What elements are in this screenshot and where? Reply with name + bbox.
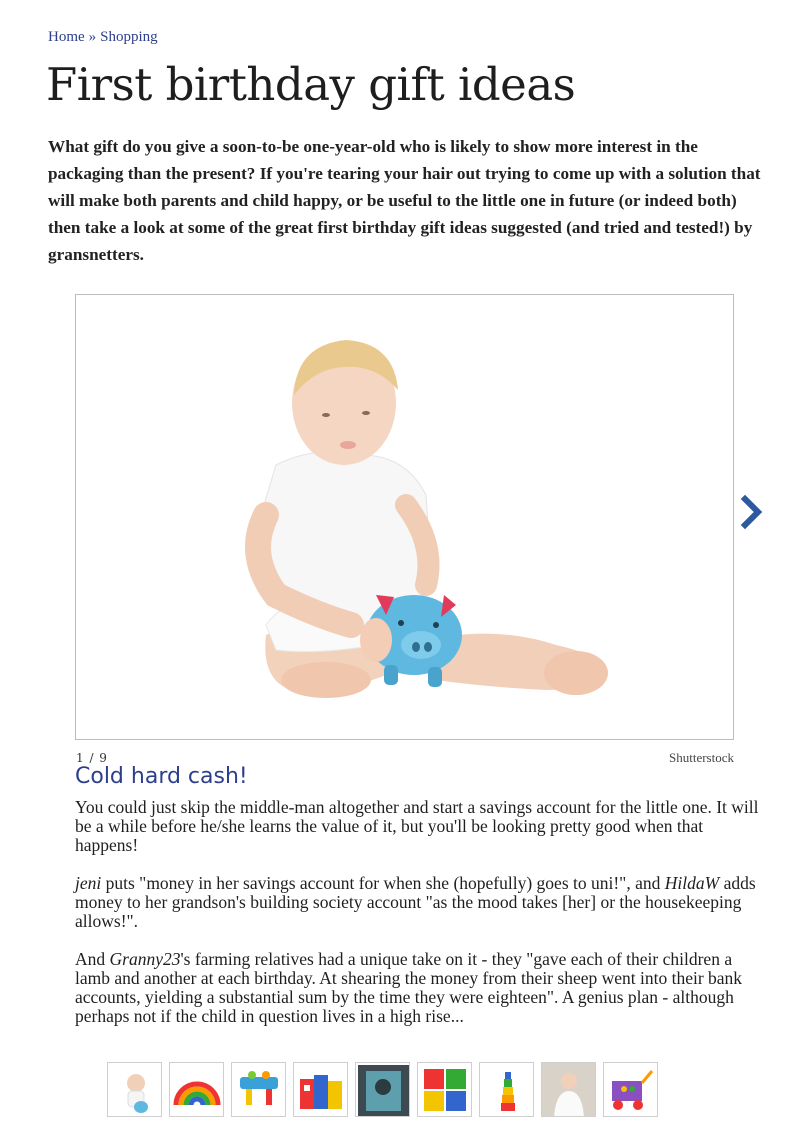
thumbnail-3[interactable] bbox=[231, 1062, 286, 1117]
slide-body bbox=[75, 798, 765, 1045]
username-granny23: Granny23 bbox=[109, 949, 181, 969]
baby-with-piggybank-photo bbox=[76, 295, 733, 739]
intro-paragraph: What gift do you give a soon-to-be one-year-old who is likely to show more interest in the packaging than the present? If you're tearing your hair out trying to come up with a solution that will make both parents and child happy, or be useful to the little one in future (or indeed both) then take a look at some of the great first birthday gift ideas suggested (and tried and tested!) by gransnetters. bbox=[48, 137, 761, 264]
slide-image bbox=[75, 294, 734, 740]
thumbnail-strip bbox=[107, 1062, 658, 1122]
thumbnail-1[interactable] bbox=[107, 1062, 162, 1117]
image-credit: Shutterstock bbox=[669, 750, 734, 765]
page-title: First birthday gift ideas bbox=[46, 58, 576, 111]
slide-paragraph-2 bbox=[75, 874, 765, 931]
thumbnail-4[interactable] bbox=[293, 1062, 348, 1117]
slide-counter: 1 / 9 bbox=[76, 751, 108, 765]
username-hildaw: HildaW bbox=[664, 873, 720, 893]
breadcrumb-separator: » bbox=[88, 29, 97, 45]
thumbnail-9[interactable] bbox=[603, 1062, 658, 1117]
breadcrumb bbox=[48, 29, 158, 46]
thumbnail-6[interactable] bbox=[417, 1062, 472, 1117]
thumbnail-8[interactable] bbox=[541, 1062, 596, 1117]
paragraph-3-text-a: And bbox=[75, 949, 110, 969]
breadcrumb-home-link[interactable]: Home bbox=[48, 29, 85, 45]
paragraph-2-text-a: puts "money in her savings account for when she (hopefully) goes to uni!", and bbox=[101, 873, 665, 893]
thumbnail-2[interactable] bbox=[169, 1062, 224, 1117]
slide-heading: Cold hard cash! bbox=[75, 764, 248, 789]
slide-paragraph-1: You could just skip the middle-man altogether and start a savings account for the little one. It will be a while before he/she learns the value of it, but you'll be looking pretty good when that happens! bbox=[75, 797, 759, 855]
breadcrumb-shopping-link[interactable]: Shopping bbox=[100, 29, 158, 45]
thumbnail-7[interactable] bbox=[479, 1062, 534, 1117]
paragraph-2-text-b: adds money to her grandson's building society account "as the mood takes [her] or the housekeeping allows!". bbox=[75, 873, 756, 931]
username-jeni: jeni bbox=[75, 873, 102, 893]
slide-paragraph-3 bbox=[75, 950, 765, 1026]
next-slide-button[interactable] bbox=[740, 494, 766, 530]
paragraph-3-text-b: 's farming relatives had a unique take on it - they "gave each of their children a lamb and another at each birthday. At shearing the money from their sheep went into their bank accounts, yielding a substantial sum by the time they were eighteen". A genius plan - although perhaps not if the child in question lives in a high rise... bbox=[75, 949, 743, 1026]
thumbnail-5[interactable] bbox=[355, 1062, 410, 1117]
chevron-right-icon bbox=[740, 494, 766, 530]
